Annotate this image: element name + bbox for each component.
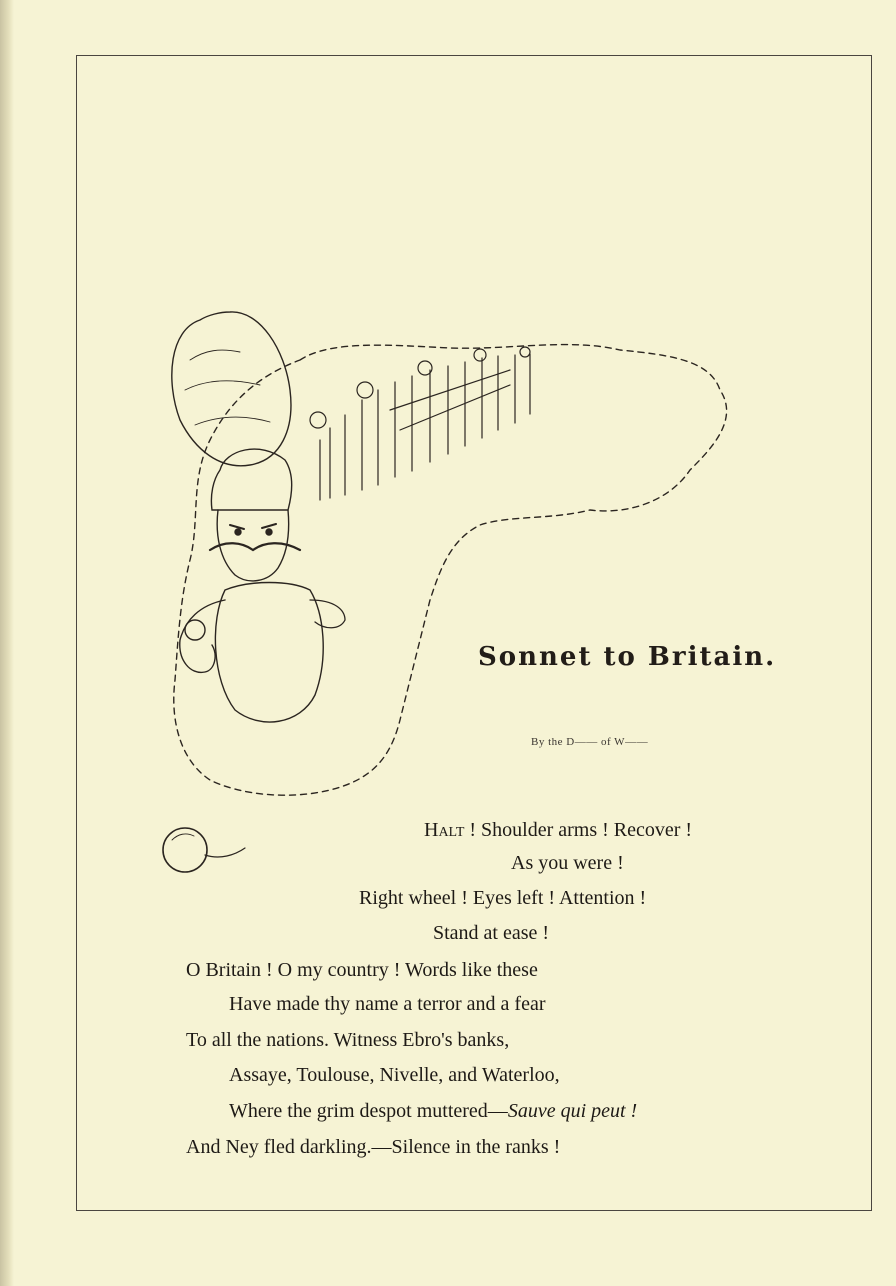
- poem-line-5: O Britain ! O my country ! Words like these: [186, 959, 538, 981]
- smoke-cloud: [174, 345, 727, 796]
- poem-line-6: Have made thy name a terror and a fear: [229, 993, 546, 1015]
- page-binding-edge: [0, 0, 14, 1286]
- poem-byline: By the D—— of W——: [531, 736, 649, 748]
- soldier-illustration: [150, 300, 750, 900]
- poem-line-9-main: Where the grim despot muttered—: [229, 1100, 508, 1122]
- poem-line-9: [229, 1101, 637, 1121]
- face: [217, 510, 289, 581]
- poem-line-10: And Ney fled darkling.—Silence in the ranks !: [186, 1136, 561, 1158]
- poem-line-1: [424, 820, 692, 840]
- cuirass: [215, 583, 323, 723]
- marching-troops: [310, 347, 530, 500]
- bearskin-hat: [172, 312, 291, 466]
- cannonball: [163, 828, 207, 872]
- poem-line-8: Assaye, Toulouse, Nivelle, and Waterloo,: [229, 1064, 560, 1086]
- poem-title: Sonnet to Britain.: [478, 642, 777, 672]
- poem-line-1-first-word: Halt: [424, 819, 465, 841]
- poem-line-3: Right wheel ! Eyes left ! Attention !: [359, 887, 647, 909]
- helmet: [211, 449, 291, 510]
- poem-line-1-rest: ! Shoulder arms ! Recover !: [464, 819, 693, 841]
- poem-line-4: Stand at ease !: [433, 922, 550, 944]
- poem-line-9-french: Sauve qui peut !: [507, 1100, 638, 1122]
- poem-line-2: As you were !: [511, 852, 624, 874]
- poem-line-7: To all the nations. Witness Ebro's banks,: [186, 1029, 510, 1051]
